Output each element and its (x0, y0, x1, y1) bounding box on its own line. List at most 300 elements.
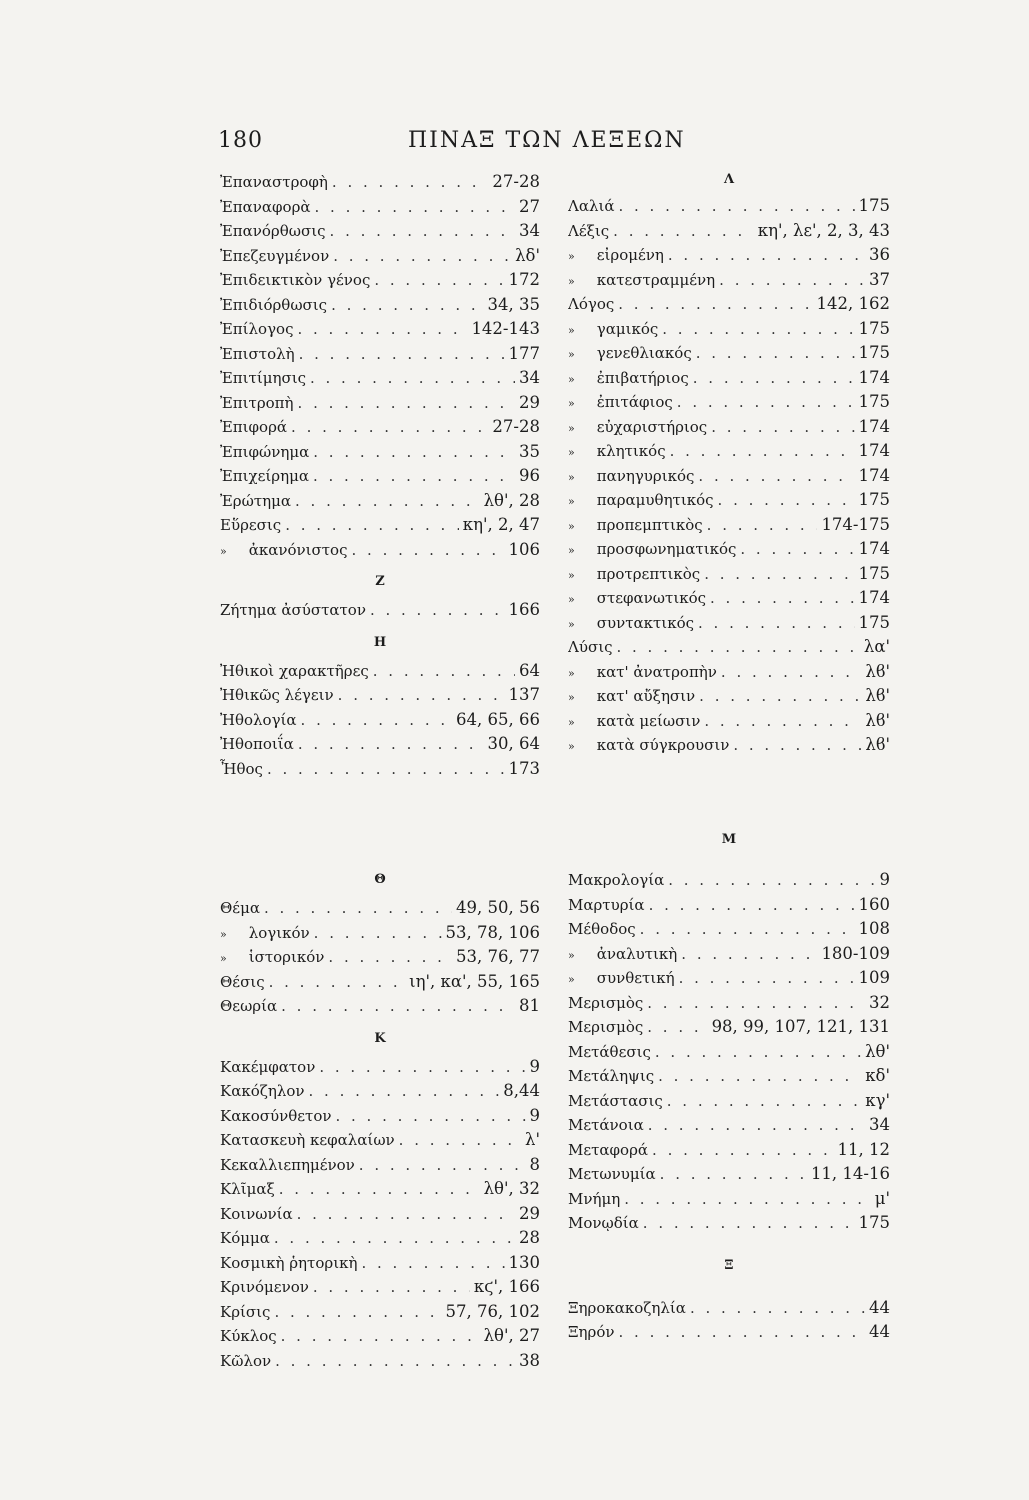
entry-term: πανηγυρικός (596, 466, 695, 485)
index-entry (220, 921, 540, 946)
entry-pages: λα' (863, 637, 890, 656)
entry-pages: 175 (858, 612, 890, 632)
leader-dots (370, 598, 505, 623)
entry-term: Θέμα (220, 899, 260, 917)
entry-term: προπεμπτικὸς (596, 515, 703, 534)
entry-pages: 98, 99, 107, 121, 131 (711, 1017, 890, 1036)
leader-dots (670, 439, 855, 464)
leader-dots (613, 219, 754, 244)
entry-term: κατὰ σύγκρουσιν (596, 736, 730, 754)
index-entry (568, 292, 890, 317)
index-entry (220, 391, 540, 416)
leader-dots (652, 1138, 833, 1163)
leader-dots (658, 1064, 861, 1089)
entries-zeta (220, 598, 540, 623)
entry-term: Λύσις (568, 638, 613, 656)
entry-term: Μαρτυρία (568, 895, 645, 914)
index-entry (220, 464, 540, 489)
entry-term: Θέσις (220, 972, 265, 991)
entry-pages: 36 (869, 245, 890, 264)
entry-term: Μερισμὸς (568, 993, 644, 1012)
entry-term: Ἐπίλογος (220, 320, 294, 338)
index-entry (220, 1055, 540, 1080)
index-entry (568, 1040, 890, 1065)
ditto-mark: » (568, 323, 575, 337)
entry-term: Ἦθος (220, 759, 263, 778)
entry-pages: 35 (519, 441, 540, 461)
index-entry (568, 1089, 890, 1114)
entry-term: Ἐπανόρθωσις (220, 222, 326, 240)
index-entry (568, 1138, 890, 1163)
index-entry (220, 1251, 540, 1276)
entry-term: Κόμμα (220, 1229, 270, 1247)
index-entry (220, 1226, 540, 1251)
entry-pages: 30, 64 (487, 734, 540, 753)
entry-pages: λ' (525, 1130, 540, 1149)
entry-term: Εὕρεσις (220, 516, 282, 534)
entry-pages: 53, 76, 77 (456, 947, 540, 966)
entry-pages: 44 (869, 1322, 890, 1341)
letter-heading-mu: Μ (721, 832, 737, 847)
left-column-bottom (220, 860, 540, 1373)
entry-pages: 177 (508, 343, 540, 363)
ditto-mark: » (220, 952, 227, 965)
entry-term: Ξηρόν (568, 1323, 615, 1341)
entry-term: γενεθλιακός (596, 344, 692, 362)
leader-dots (640, 917, 855, 942)
ditto-mark: » (568, 593, 575, 606)
entry-term: κατ' ἀνατροπὴν (596, 662, 717, 681)
ditto-mark: » (568, 421, 575, 435)
entry-pages: 174-175 (821, 514, 890, 534)
index-entry (220, 1177, 540, 1202)
ditto-mark: » (568, 544, 575, 557)
index-entry (220, 342, 540, 367)
entry-term: Ἐπιστολὴ (220, 344, 295, 363)
letter-heading-kappa: Κ (374, 1030, 386, 1046)
entries-kappa (220, 1055, 540, 1374)
leader-dots (313, 464, 515, 489)
entry-term: Κῶλον (220, 1351, 272, 1370)
entry-term: Ἐπιτίμησις (220, 369, 306, 387)
entry-term: κλητικός (596, 442, 666, 460)
entry-pages: κη', 2, 47 (462, 515, 540, 534)
index-entry (568, 635, 890, 660)
ditto-mark: » (568, 372, 575, 386)
leader-dots (711, 415, 854, 440)
ditto-mark: » (568, 666, 575, 680)
index-entry (568, 390, 890, 415)
leader-dots (374, 268, 504, 293)
entry-term: ἐπιτάφιος (596, 393, 673, 411)
entry-pages: λϐ' (865, 661, 890, 681)
ditto-mark: » (568, 397, 575, 410)
entry-term: Ζήτημα ἀσύστατον (220, 601, 366, 619)
leader-dots (297, 1202, 515, 1227)
entry-pages: 37 (869, 269, 890, 289)
entry-pages: 9 (879, 870, 890, 889)
entry-pages: 53, 78, 106 (445, 922, 540, 942)
entry-term: προσφωνηματικός (596, 540, 737, 558)
index-entry (568, 1162, 890, 1187)
entries-xi (568, 1296, 890, 1345)
left-column-top (220, 170, 540, 781)
index-entry (220, 538, 540, 563)
entry-term: στεφανωτικός (596, 589, 707, 607)
entry-term: Κλῖμαξ (220, 1180, 275, 1198)
entry-pages: 175 (858, 343, 890, 362)
entry-pages: ιη', κα', 55, 165 (409, 971, 540, 991)
index-entry (568, 1211, 890, 1236)
entry-term: Μετωνυμία (568, 1165, 656, 1183)
entry-pages: 11, 14-16 (810, 1164, 890, 1183)
entry-pages: 130 (508, 1252, 540, 1272)
entry-pages: 175 (858, 196, 890, 215)
entry-term: παραμυθητικός (596, 491, 714, 509)
entry-term: Ἐπιχείρημα (220, 467, 309, 485)
leader-dots (281, 1324, 480, 1349)
index-entry (568, 1064, 890, 1089)
entries-eta (220, 659, 540, 782)
index-entry (220, 513, 540, 538)
leader-dots (667, 1089, 862, 1114)
index-entry (568, 366, 890, 391)
index-entry (568, 268, 890, 293)
index-entry (220, 598, 540, 623)
entries-epsilon (220, 170, 540, 562)
entry-term: Κρινόμενον (220, 1278, 309, 1296)
index-entry (568, 1187, 890, 1212)
entry-term: Μεταφορά (568, 1140, 649, 1159)
entry-pages: μ' (874, 1188, 890, 1208)
entry-term: Μονῳδία (568, 1214, 639, 1232)
leader-dots (332, 170, 489, 195)
entry-term: προτρεπτικὸς (596, 564, 701, 583)
leader-dots (662, 317, 854, 342)
entry-pages: 38 (519, 1350, 540, 1370)
entry-pages: 174 (858, 416, 890, 436)
leader-dots (314, 921, 442, 946)
entry-term: ἀκανόνιστος (248, 540, 348, 559)
entry-pages: λθ', 32 (483, 1179, 540, 1198)
leader-dots (298, 391, 515, 416)
index-entry (220, 757, 540, 782)
index-entry (220, 293, 540, 318)
entry-pages: κδ' (865, 1066, 890, 1085)
leader-dots (267, 757, 505, 782)
index-entry (568, 660, 890, 685)
index-entry (220, 708, 540, 733)
entry-term: Κακοσύνθετον (220, 1106, 332, 1125)
leader-dots (309, 1079, 500, 1104)
leader-dots (660, 1162, 807, 1187)
leader-dots (275, 1349, 515, 1374)
entry-pages: 142-143 (471, 319, 540, 338)
leader-dots (291, 415, 488, 440)
entry-pages: 173 (508, 758, 540, 778)
entry-pages: 27-28 (492, 172, 540, 191)
entry-pages: 174 (858, 588, 890, 607)
index-entry (568, 194, 890, 219)
entry-pages: 81 (519, 996, 540, 1015)
index-entry (568, 942, 890, 967)
ditto-mark: » (568, 470, 575, 484)
ditto-mark: » (220, 927, 227, 941)
index-entry (220, 1349, 540, 1374)
leader-dots (352, 538, 505, 563)
index-entry (220, 994, 540, 1019)
letter-heading-eta: Η (373, 634, 387, 650)
leader-dots (301, 708, 452, 733)
entry-term: λογικόν (248, 923, 310, 942)
leader-dots (668, 243, 865, 268)
leader-dots (616, 635, 859, 660)
leader-dots (315, 195, 515, 220)
entries-lambda (568, 194, 890, 758)
index-entry (220, 1153, 540, 1178)
leader-dots (285, 513, 459, 538)
entry-pages: 175 (858, 392, 890, 411)
index-entry (220, 896, 540, 921)
index-entry (568, 709, 890, 734)
leader-dots (295, 489, 480, 514)
entry-term: Μνήμη (568, 1189, 621, 1208)
entry-term: Ἐπεζευγμένον (220, 246, 330, 265)
leader-dots (681, 942, 817, 967)
entry-term: κατ' αὔξησιν (596, 687, 696, 705)
leader-dots (704, 562, 854, 587)
entry-term: Μερισμὸς (568, 1018, 644, 1036)
entry-pages: 137 (508, 685, 540, 704)
entry-term: Μακρολογία (568, 871, 665, 889)
index-entry (568, 219, 890, 244)
entry-pages: λϐ' (865, 710, 890, 730)
entry-term: Κεκαλλιεπημένον (220, 1155, 355, 1174)
index-entry (568, 537, 890, 562)
index-entry (220, 415, 540, 440)
entry-term: Κοσμικὴ ῥητορικὴ (220, 1253, 358, 1272)
ditto-mark: » (568, 715, 575, 729)
leader-dots (698, 464, 854, 489)
index-entry (220, 317, 540, 342)
index-entry (568, 317, 890, 342)
leader-dots (338, 683, 505, 708)
leader-dots (648, 1113, 865, 1138)
page-header (218, 128, 890, 156)
leader-dots (655, 1040, 861, 1065)
entry-pages: 9 (529, 1056, 540, 1076)
entry-pages: 109 (858, 968, 890, 987)
index-entry (220, 659, 540, 684)
ditto-mark: » (220, 544, 227, 558)
leader-dots (643, 1211, 855, 1236)
entry-pages: 180-109 (821, 943, 890, 963)
index-entry (568, 991, 890, 1016)
entry-pages: 174 (858, 539, 890, 558)
letter-heading-theta: Θ (374, 872, 386, 887)
entry-term: εἰρομένη (596, 246, 664, 264)
entry-term: Ἐπιτροπὴ (220, 393, 294, 412)
entry-pages: 29 (519, 1203, 540, 1223)
entry-pages: 174 (858, 367, 890, 387)
leader-dots (618, 292, 812, 317)
leader-dots (264, 896, 452, 921)
entry-pages: 160 (858, 894, 890, 914)
ditto-mark: » (568, 691, 575, 704)
entry-term: Μέθοδος (568, 920, 636, 938)
index-entry (568, 415, 890, 440)
leader-dots (624, 1187, 871, 1212)
entry-pages: 34 (519, 221, 540, 240)
leader-dots (719, 268, 865, 293)
ditto-mark: » (568, 446, 575, 459)
index-entry (220, 195, 540, 220)
entry-pages: 49, 50, 56 (456, 898, 540, 917)
entry-pages: 174 (858, 465, 890, 485)
index-entry (568, 439, 890, 464)
leader-dots (281, 994, 515, 1019)
index-entry (568, 893, 890, 918)
entry-term: ἀναλυτικὴ (596, 944, 678, 963)
leader-dots (297, 317, 467, 342)
ditto-mark: » (568, 348, 575, 361)
leader-dots (668, 868, 875, 893)
leader-dots (313, 1275, 470, 1300)
leader-dots (298, 732, 484, 757)
index-entry (568, 562, 890, 587)
ditto-mark: » (568, 740, 575, 753)
entry-pages: λθ', 27 (483, 1326, 540, 1345)
leader-dots (647, 1015, 707, 1040)
entry-pages: λθ', 28 (483, 490, 540, 510)
entries-theta (220, 896, 540, 1019)
entry-pages: 175 (858, 563, 890, 583)
index-entry (568, 1320, 890, 1345)
entry-term: Λέξις (568, 221, 610, 240)
entry-term: Ἐπιδεικτικὸν γένος (220, 271, 371, 289)
entry-term: Ἠθολογία (220, 710, 297, 729)
index-entry (220, 945, 540, 970)
leader-dots (649, 893, 855, 918)
entry-pages: λϐ' (865, 686, 890, 705)
entry-term: Κρίσις (220, 1302, 271, 1321)
entry-term: Ἐρώτημα (220, 491, 292, 510)
leader-dots (361, 1251, 504, 1276)
leader-dots (740, 537, 854, 562)
entry-term: Ἐπαναστροφὴ (220, 173, 328, 191)
index-entry (220, 440, 540, 465)
leader-dots (699, 684, 861, 709)
leader-dots (359, 1153, 526, 1178)
index-entry (220, 1079, 540, 1104)
index-entry (220, 170, 540, 195)
leader-dots (330, 219, 515, 244)
index-entry (220, 366, 540, 391)
ditto-mark: » (568, 948, 575, 962)
entry-pages: 142, 162 (816, 294, 890, 313)
index-entry (568, 586, 890, 611)
entry-term: συντακτικός (596, 613, 694, 632)
index-entry (568, 1015, 890, 1040)
entry-pages: 175 (858, 1213, 890, 1232)
leader-dots (693, 366, 855, 391)
leader-dots (690, 1296, 865, 1321)
entry-pages: 11, 12 (837, 1139, 890, 1159)
letter-heading-xi: Ξ (724, 1257, 734, 1273)
ditto-mark: » (568, 973, 575, 986)
entry-term: ἐπιβατήριος (596, 368, 689, 387)
entry-pages: 96 (519, 466, 540, 485)
index-entry (220, 1324, 540, 1349)
entry-term: Μετάληψις (568, 1067, 655, 1085)
entry-term: κατεστραμμένη (596, 270, 716, 289)
letter-heading-zeta: Ζ (375, 574, 385, 589)
entry-term: Ἐπιφορά (220, 418, 288, 436)
entry-term: Μετάστασις (568, 1091, 663, 1110)
leader-dots (718, 488, 855, 513)
entry-pages: 64, 65, 66 (456, 709, 540, 729)
leader-dots (399, 1128, 521, 1153)
leader-dots (335, 1104, 525, 1129)
page-number: 180 (218, 128, 263, 153)
leader-dots (721, 660, 861, 685)
entry-pages: 175 (858, 490, 890, 509)
index-entry (568, 243, 890, 268)
ditto-mark: » (568, 519, 575, 533)
entry-term: Κύκλος (220, 1327, 277, 1345)
entry-pages: 8 (529, 1154, 540, 1174)
entry-pages: 57, 76, 102 (445, 1301, 540, 1321)
leader-dots (696, 341, 855, 366)
leader-dots (328, 945, 452, 970)
index-entry (568, 684, 890, 709)
entry-pages: 29 (519, 392, 540, 412)
entry-term: Ἠθικοὶ χαρακτῆρες (220, 661, 369, 680)
index-entry (568, 917, 890, 942)
entry-term: ἱστορικόν (248, 948, 325, 966)
leader-dots (707, 513, 818, 538)
index-entry (220, 683, 540, 708)
leader-dots (677, 390, 855, 415)
entry-term: Ἐπιφώνημα (220, 442, 310, 461)
entry-term: Ἠθικῶς λέγειν (220, 686, 334, 704)
index-entry (220, 732, 540, 757)
index-entry (568, 611, 890, 636)
entry-pages: 44 (869, 1297, 890, 1317)
entries-mu (568, 868, 890, 1236)
entry-pages: 8,44 (503, 1081, 540, 1100)
entry-pages: κη', λε', 2, 3, 43 (757, 220, 890, 240)
entry-pages: λδ' (515, 245, 540, 265)
entry-pages: κγ' (865, 1090, 890, 1110)
entry-term: Κακέμφατον (220, 1057, 316, 1076)
index-entry (220, 1300, 540, 1325)
ditto-mark: » (568, 250, 575, 263)
entry-pages: 166 (508, 600, 540, 619)
leader-dots (299, 342, 505, 367)
index-entry (220, 244, 540, 269)
entry-pages: λθ' (865, 1041, 890, 1061)
entry-pages: 175 (858, 318, 890, 338)
entry-pages: 9 (529, 1105, 540, 1125)
leader-dots (619, 1320, 865, 1345)
entry-pages: 108 (858, 919, 890, 938)
entry-term: Κακόζηλον (220, 1082, 305, 1100)
leader-dots (373, 659, 515, 684)
entry-term: Μετάνοια (568, 1116, 644, 1134)
index-entry (568, 1113, 890, 1138)
index-entry (568, 1296, 890, 1321)
